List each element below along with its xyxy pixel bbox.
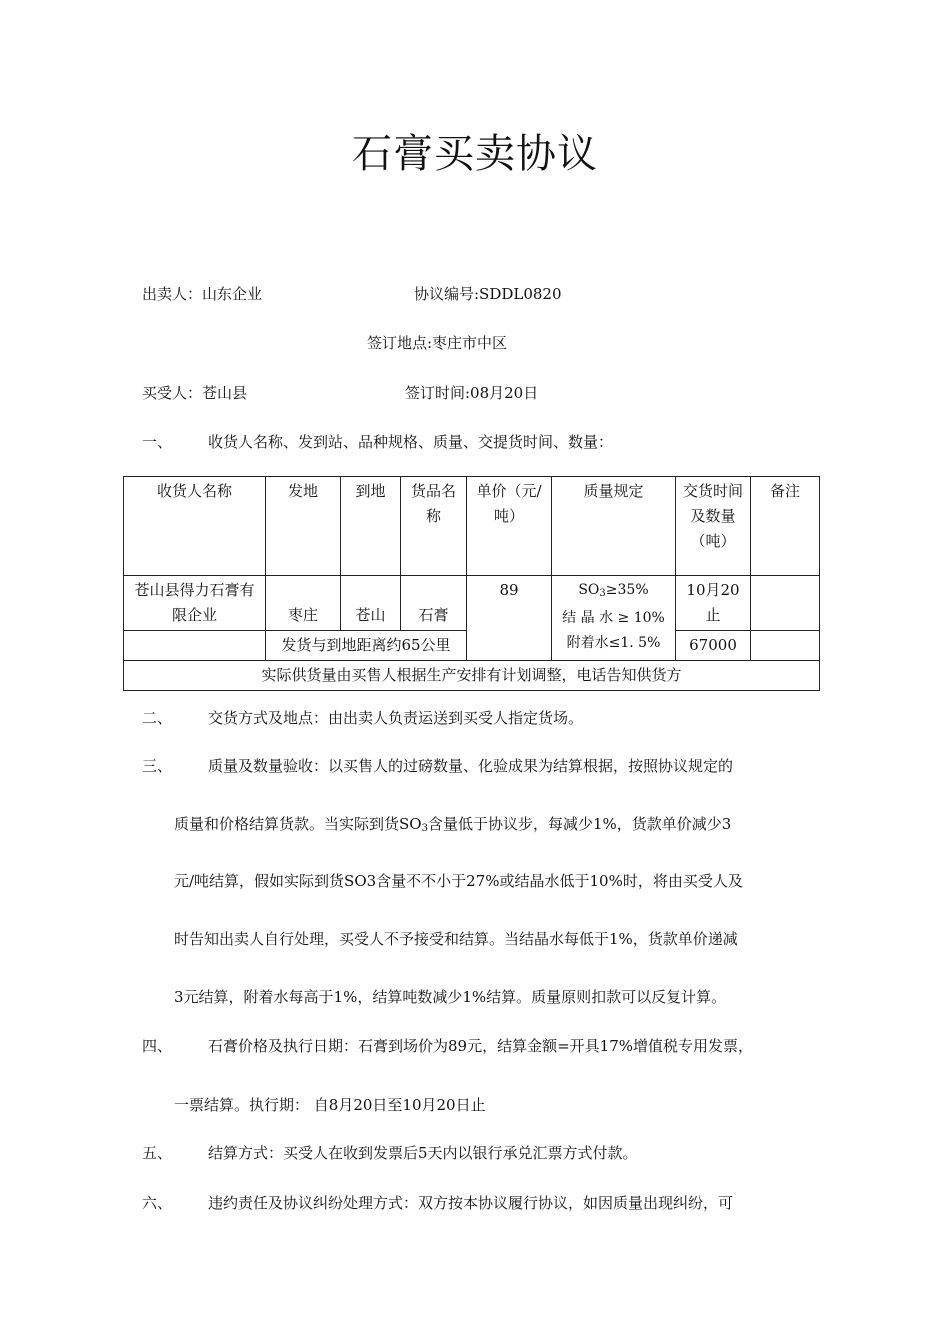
section-6-text: 违约责任及协议纠纷处理方式：双方按本协议履行协议，如因质量出现纠纷，可 [208, 1194, 734, 1212]
cell-to: 苍山 [341, 576, 401, 631]
buyer-field: 买受人：苍山县 [142, 384, 248, 402]
section-3-line-5: 3元结算，附着水每高于1%，结算吨数减少1%结算。质量原则扣款可以反复计算。 [174, 988, 727, 1006]
section-3-number: 三、 [142, 757, 173, 775]
cell-price: 89 [467, 576, 552, 661]
cell-from: 枣庄 [266, 576, 341, 631]
goods-table [123, 476, 820, 691]
section-1-text: 收货人名称、发到站、品种规格、质量、交提货时间、数量： [208, 433, 614, 451]
section-6-number: 六、 [142, 1194, 173, 1212]
cell-quality [552, 576, 676, 661]
section-4-number: 四、 [142, 1037, 173, 1055]
section-3-line-3: 元/吨结算，假如实际到货SO3含量不不小于27%或结晶水低于10%时，将由买受人及 [174, 872, 743, 890]
cell-quantity: 67000 [676, 631, 751, 661]
cell-goods: 石膏 [401, 576, 467, 631]
seller-field: 出卖人：山东企业 [142, 285, 263, 303]
section-1-number: 一、 [142, 433, 173, 451]
cell-consignee: 苍山县得力石膏有限企业 [124, 576, 266, 631]
cell-empty [124, 631, 266, 661]
section-3-line-1: 质量及数量验收：以买售人的过磅数量、化验成果为结算根据，按照协议规定的 [208, 757, 734, 775]
sign-place: 签订地点:枣庄市中区 [367, 334, 508, 352]
table-note-row [124, 661, 820, 691]
header-goods: 货品名 称 [401, 477, 467, 576]
section-4-line-2: 一票结算。执行期： 自8月20日至10月20日止 [174, 1096, 486, 1114]
header-price: 单价（元/吨） [467, 477, 552, 576]
header-delivery: 交货时间及数量（吨） [676, 477, 751, 576]
section-3-line-4: 时告知出卖人自行处理，买受人不予接受和结算。当结晶水每低于1%，货款单价递减 [174, 930, 738, 948]
cell-delivery-time: 10月20止 [676, 576, 751, 631]
header-quality: 质量规定 [552, 477, 676, 576]
header-to: 到地 [341, 477, 401, 576]
document-title: 石膏买卖协议 [352, 131, 598, 177]
agreement-number: 协议编号:SDDL0820 [414, 285, 562, 303]
section-2-text: 交货方式及地点：由出卖人负责运送到买受人指定货场。 [208, 709, 584, 727]
section-4-line-1: 石膏价格及执行日期：石膏到场价为89元，结算金额=开具17%增值税专用发票， [208, 1037, 753, 1055]
cell-distance: 发货与到地距离约65公里 [266, 631, 467, 661]
cell-remark-2 [751, 631, 820, 661]
header-remark: 备注 [751, 477, 820, 576]
quality-crystal-water: 结 晶 水 ≥ 10% [562, 610, 665, 626]
section-5-number: 五、 [142, 1144, 173, 1162]
header-consignee: 收货人名称 [124, 477, 266, 576]
sign-date: 签订时间:08月20日 [405, 384, 539, 402]
cell-remark [751, 576, 820, 631]
quality-attached-water: 附着水≤1. 5% [566, 635, 661, 651]
section-2-number: 二、 [142, 709, 173, 727]
table-row [124, 576, 820, 631]
section-3-line-2: 质量和价格结算货款。当实际到货$SO_3$含量低于协议步，每减少1%，货款单价减少3 [174, 815, 732, 834]
cell-note: 实际供货量由买售人根据生产安排有计划调整，电话告知供货方 [124, 661, 820, 691]
quality-so3: $SO_3\ge 35\%$ [578, 582, 649, 599]
section-5-text: 结算方式：买受人在收到发票后5天内以银行承兑汇票方式付款。 [208, 1144, 638, 1162]
header-from: 发地 [266, 477, 341, 576]
table-header-row [124, 477, 820, 576]
